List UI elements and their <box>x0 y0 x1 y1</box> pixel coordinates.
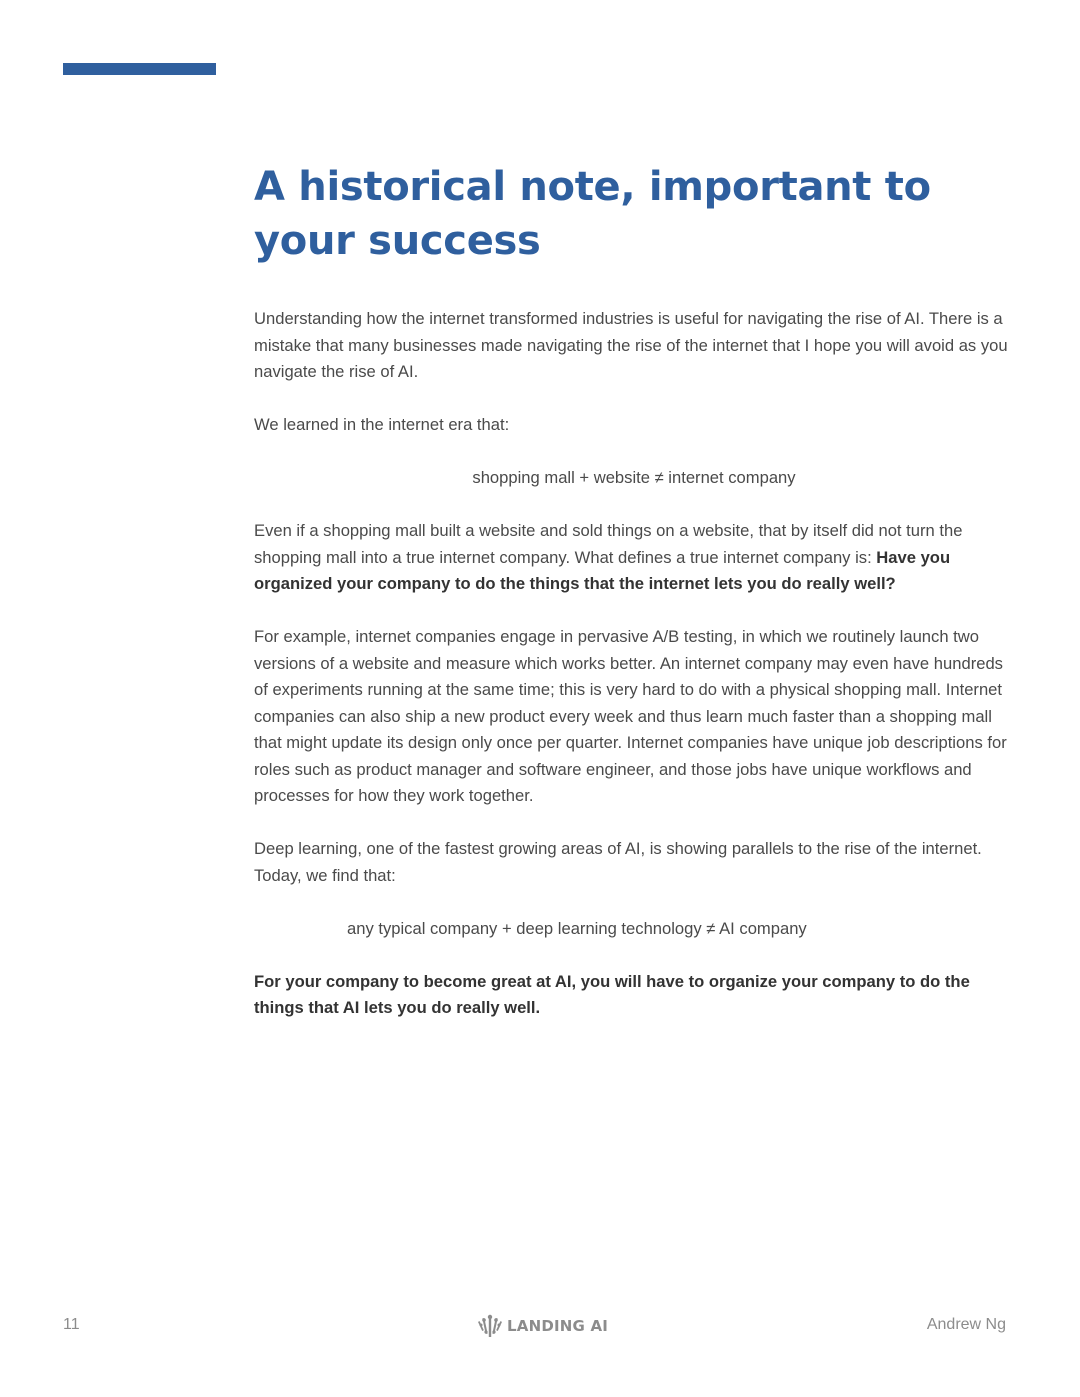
paragraph-shopping-mall <box>254 518 1014 598</box>
page-content <box>254 160 1014 1048</box>
landing-ai-logo-icon <box>478 1314 502 1338</box>
formula-ai-company: any typical company + deep learning technology ≠ AI company <box>347 918 807 938</box>
logo-text: LANDING AI <box>507 1317 609 1335</box>
accent-bar <box>63 63 216 75</box>
paragraph-deep-learning: Deep learning, one of the fastest growing areas of AI, is showing parallels to the rise of the internet. Today, we find that: <box>254 839 982 885</box>
body-text <box>254 306 1014 1022</box>
author-name: Andrew Ng <box>926 1316 1006 1333</box>
paragraph-intro: Understanding how the internet transformed industries is useful for navigating the rise of AI. There is a mistake that many businesses made navigating the rise of the internet that I hope you will avoid as you navigate the rise of AI. <box>254 309 1008 381</box>
page-title: A historical note, important to your success <box>254 164 931 264</box>
landing-ai-logo <box>478 1314 608 1338</box>
page-number: 11 <box>63 1316 80 1333</box>
paragraph-shopping-mall-text: Even if a shopping mall built a website and sold things on a website, that by itself did not turn the shopping mall into a true internet company. What defines a true internet company is: <box>254 521 963 567</box>
paragraph-internet-era: We learned in the internet era that: <box>254 415 510 434</box>
paragraph-conclusion: For your company to become great at AI, you will have to organize your company to do the things that AI lets you do really well. <box>254 971 970 1017</box>
formula-internet-company: shopping mall + website ≠ internet company <box>472 468 796 487</box>
paragraph-shopping-mall-question: Have you organized your company to do the things that the internet lets you do really well? <box>254 547 951 593</box>
page-footer <box>0 1314 1080 1344</box>
paragraph-example: For example, internet companies engage in pervasive A/B testing, in which we routinely launch two versions of a website and measure which works better. An internet company may even have hundreds of experiments running at the same time; this is very hard to do with a physical shopping mall. Internet companies can also ship a new product every week and thus learn much faster than a shopping mall that might update its design only once per quarter. Internet companies have unique job descriptions for roles such as product manager and software engineer, and those jobs have unique workflows and processes for how they work together. <box>254 627 1007 805</box>
